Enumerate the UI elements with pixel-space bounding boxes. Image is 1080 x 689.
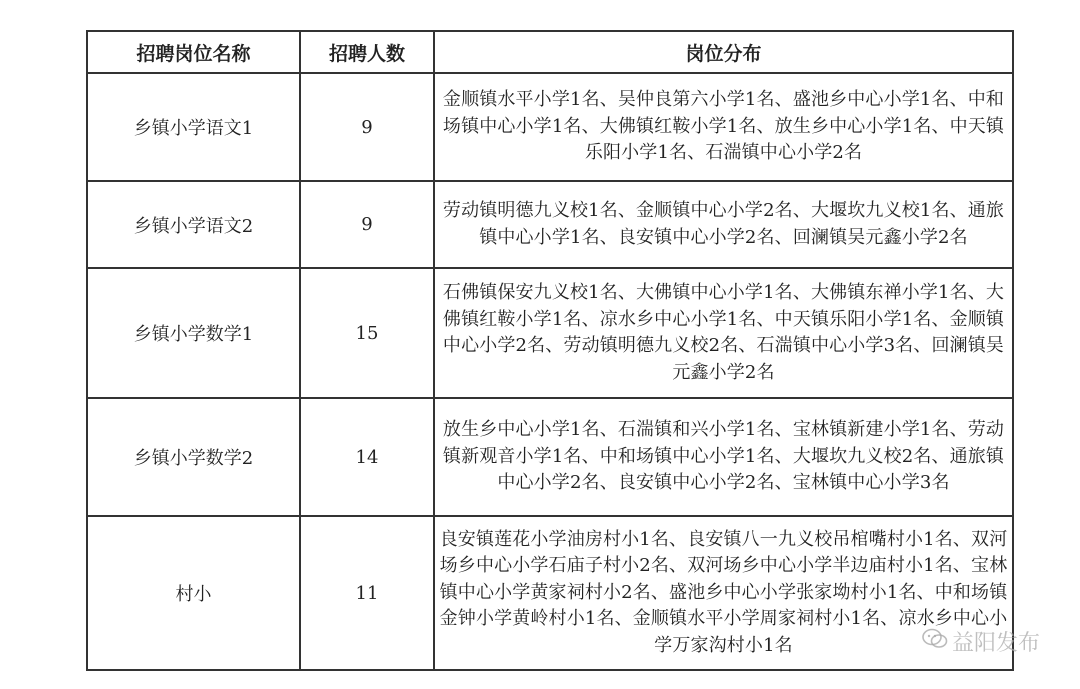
table-row [87, 73, 1013, 181]
cell-position: 乡镇小学语文2 [87, 181, 300, 268]
cell-position: 乡镇小学数学2 [87, 398, 300, 516]
cell-count: 9 [300, 73, 434, 181]
cell-count: 14 [300, 398, 434, 516]
cell-count: 11 [300, 516, 434, 670]
cell-count: 9 [300, 181, 434, 268]
cell-distribution: 石佛镇保安九义校1名、大佛镇中心小学1名、大佛镇东禅小学1名、大佛镇红鞍小学1名、凉水乡中心小学1名、中天镇乐阳小学1名、金顺镇中心小学2名、劳动镇明德九义校2名、石湍镇中心小学3名、回澜镇吴元鑫小学2名 [434, 268, 1013, 398]
cell-position: 乡镇小学语文1 [87, 73, 300, 181]
table-header-row [87, 31, 1013, 73]
cell-distribution: 金顺镇水平小学1名、吴仲良第六小学1名、盛池乡中心小学1名、中和场镇中心小学1名、大佛镇红鞍小学1名、放生乡中心小学1名、中天镇乐阳小学1名、石湍镇中心小学2名 [434, 73, 1013, 181]
header-recruit-count: 招聘人数 [300, 31, 434, 73]
cell-position: 村小 [87, 516, 300, 670]
cell-position: 乡镇小学数学1 [87, 268, 300, 398]
header-distribution: 岗位分布 [434, 31, 1013, 73]
cell-distribution: 放生乡中心小学1名、石湍镇和兴小学1名、宝林镇新建小学1名、劳动镇新观音小学1名、中和场镇中心小学1名、大堰坎九义校2名、通旅镇中心小学2名、良安镇中心小学2名、宝林镇中心小学3名 [434, 398, 1013, 516]
table-row [87, 398, 1013, 516]
table-row [87, 516, 1013, 670]
watermark-text: 益阳发布 [951, 631, 1040, 656]
recruitment-table [86, 30, 1014, 671]
cell-count: 15 [300, 268, 434, 398]
wechat-icon [922, 628, 948, 656]
header-position-name: 招聘岗位名称 [87, 31, 300, 73]
cell-distribution: 良安镇莲花小学油房村小1名、良安镇八一九义校吊棺嘴村小1名、双河场乡中心小学石庙子村小2名、双河场乡中心小学半边庙村小1名、宝林镇中心小学黄家祠村小2名、盛池乡中心小学张家坳村小1名、中和场镇金钟小学黄岭村小1名、金顺镇水平小学周家祠村小1名、凉水乡中心小学万家沟村小1名 [434, 516, 1013, 670]
table-row [87, 268, 1013, 398]
table-row [87, 181, 1013, 268]
watermark [922, 626, 1040, 657]
cell-distribution: 劳动镇明德九义校1名、金顺镇中心小学2名、大堰坎九义校1名、通旅镇中心小学1名、良安镇中心小学2名、回澜镇吴元鑫小学2名 [434, 181, 1013, 268]
